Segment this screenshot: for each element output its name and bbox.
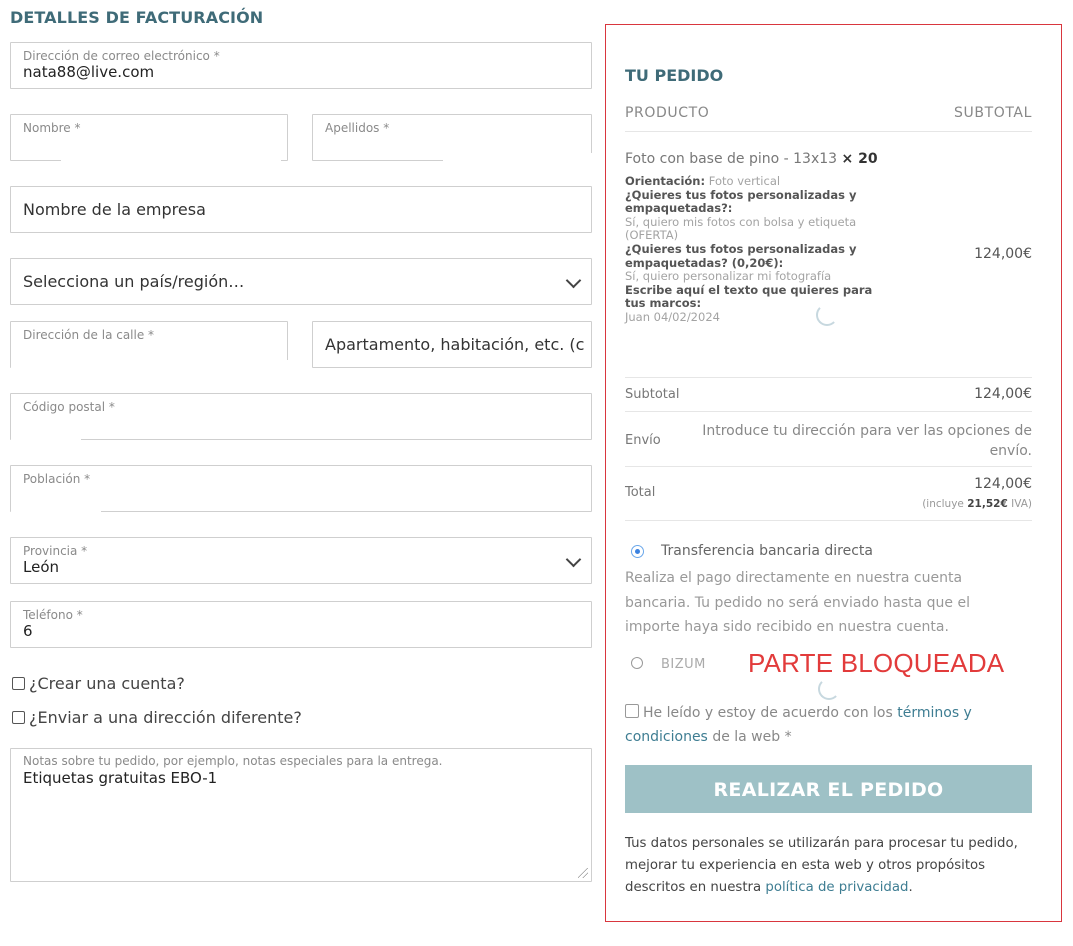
notes-value: Etiquetas gratuitas EBO-1 bbox=[23, 769, 218, 787]
product-column-header: PRODUCTO bbox=[625, 105, 710, 121]
terms-checkbox[interactable] bbox=[625, 704, 639, 718]
loading-spinner-icon bbox=[816, 304, 838, 326]
bank-transfer-description: Realiza el pago directamente en nuestra cuenta bancaria. Tu pedido no será enviado hasta que el importe haya sido recibido en nuestra cuenta. bbox=[625, 570, 970, 635]
subtotal-column-header: SUBTOTAL bbox=[954, 105, 1032, 121]
place-order-button[interactable]: REALIZAR EL PEDIDO bbox=[625, 765, 1032, 813]
bank-transfer-radio[interactable] bbox=[631, 545, 644, 558]
product-name bbox=[625, 151, 878, 167]
divider bbox=[625, 520, 1032, 521]
tax-amount: 21,52€ bbox=[967, 498, 1008, 510]
meta-key: ¿Quieres tus fotos personalizadas y empaquetadas?: bbox=[625, 187, 857, 216]
shipping-label: Envío bbox=[625, 433, 661, 448]
email-field[interactable] bbox=[10, 42, 592, 89]
blocked-section-note: PARTE BLOQUEADA bbox=[748, 648, 1005, 678]
billing-title: DETALLES DE FACTURACIÓN bbox=[10, 8, 264, 27]
apartment-field[interactable] bbox=[312, 321, 592, 368]
create-account-checkbox[interactable] bbox=[12, 677, 25, 690]
divider bbox=[625, 466, 1032, 467]
redaction-mask bbox=[443, 153, 593, 163]
subtotal-value: 124,00€ bbox=[974, 386, 1032, 402]
subtotal-label: Subtotal bbox=[625, 387, 680, 402]
phone-value: 6 bbox=[23, 622, 33, 640]
loading-spinner-icon bbox=[818, 678, 840, 700]
create-account-label: ¿Crear una cuenta? bbox=[29, 674, 185, 693]
redaction-mask bbox=[11, 360, 289, 372]
product-title: Foto con base de pino - 13x13 bbox=[625, 151, 838, 167]
meta-value: Sí, quiero mis fotos con bolsa y etiqueta (OFERTA) bbox=[625, 214, 857, 243]
province-label: Provincia * bbox=[23, 544, 88, 558]
tax-prefix: (incluye bbox=[922, 498, 964, 510]
privacy-policy-link[interactable]: política de privacidad bbox=[765, 880, 909, 895]
meta-value: Juan 04/02/2024 bbox=[625, 309, 720, 324]
privacy-text: Tus datos personales se utilizarán para procesar tu pedido, mejorar tu experiencia en esta web y otros propósitos descritos en nuestra bbox=[625, 836, 1018, 895]
email-label: Dirección de correo electrónico * bbox=[23, 49, 220, 63]
redaction-mask bbox=[61, 153, 281, 163]
city-field[interactable] bbox=[10, 465, 592, 512]
company-field[interactable] bbox=[10, 186, 592, 233]
notes-placeholder: Notas sobre tu pedido, por ejemplo, notas especiales para la entrega. bbox=[23, 754, 443, 768]
tax-suffix: IVA) bbox=[1011, 498, 1032, 510]
total-value: 124,00€ bbox=[974, 476, 1032, 492]
tax-note bbox=[922, 498, 1032, 510]
ship-different-option[interactable] bbox=[12, 708, 302, 727]
company-placeholder: Nombre de la empresa bbox=[23, 200, 206, 219]
order-title: TU PEDIDO bbox=[625, 66, 724, 85]
product-quantity: × 20 bbox=[841, 151, 878, 167]
resize-handle-icon[interactable] bbox=[578, 868, 588, 878]
postcode-field[interactable] bbox=[10, 393, 592, 440]
ship-different-checkbox[interactable] bbox=[12, 711, 25, 724]
product-meta bbox=[625, 175, 885, 325]
first-name-field[interactable] bbox=[10, 114, 288, 161]
email-value: nata88@live.com bbox=[23, 63, 155, 81]
country-placeholder: Selecciona un país/región… bbox=[23, 272, 245, 291]
street-label: Dirección de la calle * bbox=[23, 328, 155, 342]
last-name-label: Apellidos * bbox=[325, 121, 390, 135]
city-label: Población * bbox=[23, 472, 91, 486]
line-total: 124,00€ bbox=[974, 246, 1032, 262]
chevron-down-icon bbox=[566, 551, 582, 567]
chevron-down-icon bbox=[566, 272, 582, 288]
redaction-mask bbox=[11, 432, 81, 442]
province-select[interactable] bbox=[10, 537, 592, 584]
terms-link[interactable]: términos y condiciones bbox=[625, 705, 972, 745]
privacy-notice bbox=[625, 833, 1025, 899]
first-name-label: Nombre * bbox=[23, 121, 81, 135]
last-name-field[interactable] bbox=[312, 114, 592, 161]
divider bbox=[625, 131, 1032, 132]
shipping-info: Introduce tu dirección para ver las opciones de envío. bbox=[702, 423, 1032, 459]
meta-key: ¿Quieres tus fotos personalizadas y empaquetadas? (0,20€): bbox=[625, 241, 857, 270]
postcode-label: Código postal * bbox=[23, 400, 115, 414]
phone-label: Teléfono * bbox=[23, 608, 83, 622]
province-value: León bbox=[23, 558, 60, 576]
street-field[interactable] bbox=[10, 321, 288, 368]
create-account-option[interactable] bbox=[12, 674, 185, 693]
bank-transfer-label[interactable]: Transferencia bancaria directa bbox=[661, 543, 873, 559]
total-label: Total bbox=[625, 485, 656, 500]
order-notes-textarea[interactable] bbox=[10, 748, 592, 882]
ship-different-label: ¿Enviar a una dirección diferente? bbox=[29, 708, 302, 727]
phone-field[interactable] bbox=[10, 601, 592, 648]
terms-suffix: de la web * bbox=[712, 729, 792, 745]
bizum-label[interactable]: BIZUM bbox=[661, 657, 706, 672]
meta-key: Orientación: bbox=[625, 174, 706, 188]
meta-value: Foto vertical bbox=[708, 174, 781, 188]
bizum-radio[interactable] bbox=[631, 657, 643, 669]
country-select[interactable] bbox=[10, 258, 592, 305]
divider bbox=[625, 411, 1032, 412]
terms-prefix: He leído y estoy de acuerdo con los bbox=[643, 705, 893, 721]
apartment-placeholder: Apartamento, habitación, etc. (c bbox=[325, 335, 585, 354]
redaction-mask bbox=[11, 504, 101, 514]
meta-key: Escribe aquí el texto que quieres para tus marcos: bbox=[625, 282, 873, 311]
meta-value: Sí, quiero personalizar mi fotografía bbox=[625, 269, 832, 284]
divider bbox=[625, 377, 1032, 378]
terms-agreement[interactable] bbox=[625, 701, 1032, 749]
privacy-end: . bbox=[908, 880, 913, 895]
